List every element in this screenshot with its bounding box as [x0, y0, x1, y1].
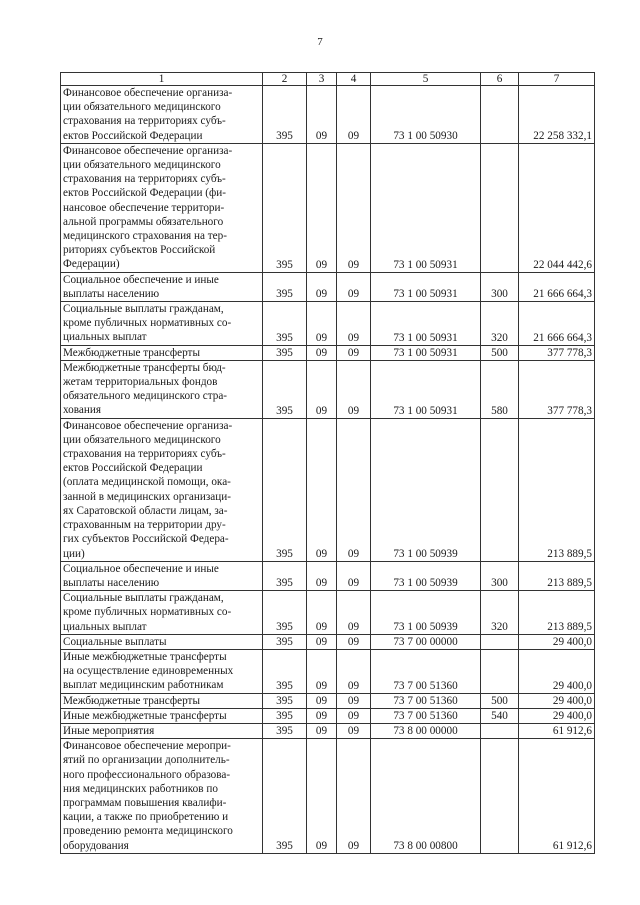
row-target-article: 73 7 00 00000 [371, 634, 481, 649]
row-section: 09 [307, 345, 337, 360]
row-expense-type: 300 [481, 272, 519, 301]
table-row [61, 739, 595, 854]
row-target-article: 73 1 00 50931 [371, 302, 481, 346]
row-ministry-code: 395 [263, 739, 307, 854]
table-row [61, 634, 595, 649]
row-expense-type [481, 634, 519, 649]
header-col-5: 5 [371, 73, 481, 86]
row-target-article: 73 8 00 00000 [371, 723, 481, 738]
table-row [61, 591, 595, 635]
row-section: 09 [307, 143, 337, 272]
row-subsection: 09 [337, 345, 371, 360]
row-name: Иные межбюджетные трансферты [61, 708, 263, 723]
table-row [61, 708, 595, 723]
row-ministry-code: 395 [263, 634, 307, 649]
row-amount: 29 400,0 [519, 693, 595, 708]
row-subsection: 09 [337, 739, 371, 854]
row-ministry-code: 395 [263, 649, 307, 693]
row-ministry-code: 395 [263, 302, 307, 346]
row-amount: 61 912,6 [519, 723, 595, 738]
row-target-article: 73 7 00 51360 [371, 649, 481, 693]
row-ministry-code: 395 [263, 143, 307, 272]
row-expense-type: 300 [481, 561, 519, 590]
row-target-article: 73 1 00 50939 [371, 418, 481, 561]
row-target-article: 73 1 00 50939 [371, 561, 481, 590]
row-subsection: 09 [337, 723, 371, 738]
row-target-article: 73 1 00 50930 [371, 86, 481, 144]
row-name: Социальные выплаты гражданам, кроме публичных нормативных со- циальных выплат [61, 591, 263, 635]
row-name: Социальное обеспечение и иные выплаты населению [61, 561, 263, 590]
row-amount: 21 666 664,3 [519, 272, 595, 301]
table-row [61, 86, 595, 144]
row-expense-type [481, 649, 519, 693]
header-col-4: 4 [337, 73, 371, 86]
row-section: 09 [307, 739, 337, 854]
row-name: Межбюджетные трансферты бюд- жетам территориальных фондов обязательного медицинского стра- хования [61, 360, 263, 418]
row-ministry-code: 395 [263, 708, 307, 723]
row-amount: 22 044 442,6 [519, 143, 595, 272]
table-row [61, 693, 595, 708]
row-target-article: 73 1 00 50931 [371, 272, 481, 301]
table-row [61, 723, 595, 738]
row-subsection: 09 [337, 86, 371, 144]
row-expense-type: 500 [481, 345, 519, 360]
row-section: 09 [307, 561, 337, 590]
row-subsection: 09 [337, 272, 371, 301]
row-section: 09 [307, 634, 337, 649]
row-amount: 22 258 332,1 [519, 86, 595, 144]
row-amount: 21 666 664,3 [519, 302, 595, 346]
row-section: 09 [307, 272, 337, 301]
header-col-3: 3 [307, 73, 337, 86]
row-expense-type: 580 [481, 360, 519, 418]
row-section: 09 [307, 360, 337, 418]
page-number: 7 [317, 36, 323, 48]
row-name: Иные межбюджетные трансферты на осуществление единовременных выплат медицинским работникам [61, 649, 263, 693]
table-row [61, 345, 595, 360]
row-target-article: 73 1 00 50931 [371, 360, 481, 418]
row-name: Социальное обеспечение и иные выплаты населению [61, 272, 263, 301]
row-expense-type [481, 418, 519, 561]
row-expense-type [481, 739, 519, 854]
row-ministry-code: 395 [263, 345, 307, 360]
row-name: Социальные выплаты [61, 634, 263, 649]
row-target-article: 73 7 00 51360 [371, 693, 481, 708]
row-subsection: 09 [337, 561, 371, 590]
row-subsection: 09 [337, 143, 371, 272]
row-section: 09 [307, 649, 337, 693]
row-section: 09 [307, 693, 337, 708]
row-section: 09 [307, 418, 337, 561]
header-row [61, 73, 595, 86]
row-expense-type [481, 143, 519, 272]
row-subsection: 09 [337, 360, 371, 418]
table-row [61, 418, 595, 561]
row-subsection: 09 [337, 634, 371, 649]
row-subsection: 09 [337, 693, 371, 708]
row-amount: 61 912,6 [519, 739, 595, 854]
row-expense-type [481, 723, 519, 738]
header-col-2: 2 [263, 73, 307, 86]
row-name: Финансовое обеспечение организа- ции обязательного медицинского страхования на территориях субъ- ектов Российской Федерации (оплата медицинской помощи, ока- занной в медицинских организаци- ях Саратовской области лицам, за- страхованным на территории дру- гих субъектов Российской Федера- ции) [61, 418, 263, 561]
row-ministry-code: 395 [263, 693, 307, 708]
row-amount: 213 889,5 [519, 561, 595, 590]
row-amount: 29 400,0 [519, 708, 595, 723]
row-ministry-code: 395 [263, 723, 307, 738]
row-section: 09 [307, 591, 337, 635]
header-col-6: 6 [481, 73, 519, 86]
row-name: Финансовое обеспечение организа- ции обязательного медицинского страхования на территориях субъ- ектов Российской Федерации [61, 86, 263, 144]
row-section: 09 [307, 723, 337, 738]
row-target-article: 73 1 00 50931 [371, 345, 481, 360]
row-expense-type: 500 [481, 693, 519, 708]
row-name: Социальные выплаты гражданам, кроме публичных нормативных со- циальных выплат [61, 302, 263, 346]
row-name: Иные мероприятия [61, 723, 263, 738]
row-ministry-code: 395 [263, 360, 307, 418]
table-row [61, 302, 595, 346]
row-section: 09 [307, 86, 337, 144]
row-name: Финансовое обеспечение организа- ции обязательного медицинского страхования на территориях субъ- ектов Российской Федерации (фи- нансовое обеспечение территори- альной программы обязательного медицинского страхования на тер- риториях субъектов Российской Федерации) [61, 143, 263, 272]
row-subsection: 09 [337, 418, 371, 561]
row-subsection: 09 [337, 649, 371, 693]
row-name: Финансовое обеспечение меропри- ятий по организации дополнитель- ного профессионального образова- ния медицинских работников по программам повышения квалифи- кации, а также по приобретению и проведению ремонта медицинского оборудования [61, 739, 263, 854]
row-amount: 213 889,5 [519, 591, 595, 635]
row-amount: 377 778,3 [519, 360, 595, 418]
row-subsection: 09 [337, 708, 371, 723]
row-ministry-code: 395 [263, 272, 307, 301]
row-ministry-code: 395 [263, 561, 307, 590]
row-subsection: 09 [337, 302, 371, 346]
table-row [61, 143, 595, 272]
header-col-1: 1 [61, 73, 263, 86]
row-expense-type [481, 86, 519, 144]
row-target-article: 73 7 00 51360 [371, 708, 481, 723]
row-target-article: 73 1 00 50939 [371, 591, 481, 635]
row-target-article: 73 8 00 00800 [371, 739, 481, 854]
header-col-7: 7 [519, 73, 595, 86]
row-target-article: 73 1 00 50931 [371, 143, 481, 272]
row-ministry-code: 395 [263, 418, 307, 561]
row-amount: 377 778,3 [519, 345, 595, 360]
row-expense-type: 320 [481, 591, 519, 635]
row-section: 09 [307, 302, 337, 346]
row-subsection: 09 [337, 591, 371, 635]
row-amount: 213 889,5 [519, 418, 595, 561]
row-amount: 29 400,0 [519, 634, 595, 649]
budget-table [60, 72, 595, 854]
row-name: Межбюджетные трансферты [61, 693, 263, 708]
row-name: Межбюджетные трансферты [61, 345, 263, 360]
row-ministry-code: 395 [263, 86, 307, 144]
row-expense-type: 320 [481, 302, 519, 346]
row-expense-type: 540 [481, 708, 519, 723]
row-section: 09 [307, 708, 337, 723]
row-ministry-code: 395 [263, 591, 307, 635]
table-row [61, 272, 595, 301]
table-row [61, 561, 595, 590]
row-amount: 29 400,0 [519, 649, 595, 693]
table-row [61, 649, 595, 693]
table-row [61, 360, 595, 418]
